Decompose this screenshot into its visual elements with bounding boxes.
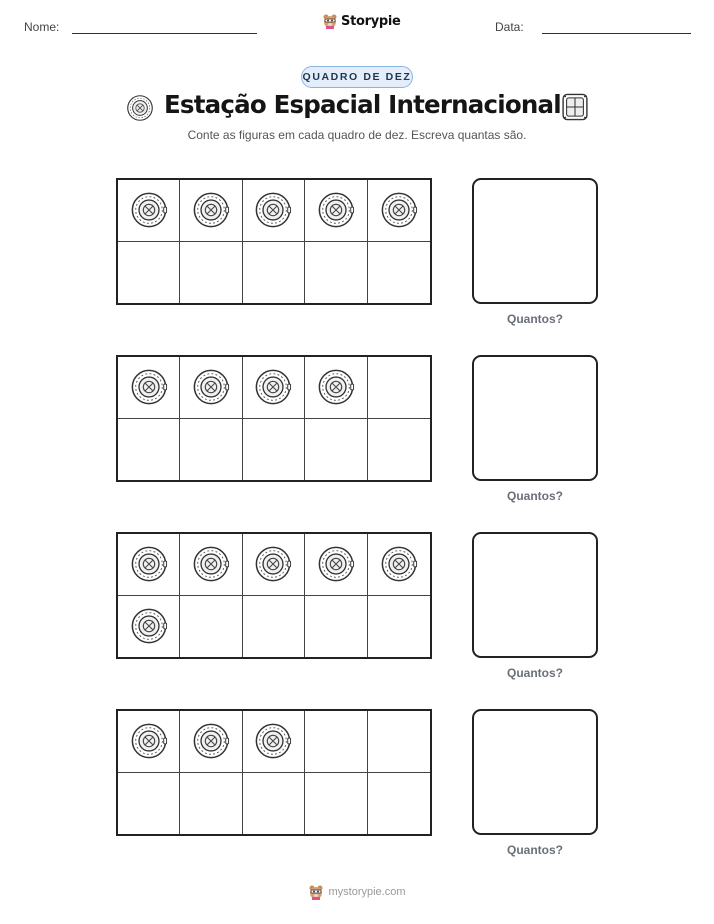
name-label: Nome: bbox=[24, 20, 60, 34]
ten-frame-cell bbox=[243, 180, 305, 242]
answer-box-1[interactable] bbox=[472, 178, 598, 304]
ten-frame-cell bbox=[368, 534, 430, 596]
porthole-icon bbox=[192, 368, 230, 406]
ten-frame-cell bbox=[180, 419, 242, 481]
porthole-icon bbox=[380, 545, 418, 583]
porthole-icon bbox=[130, 545, 168, 583]
answer-label-2: Quantos? bbox=[507, 489, 563, 503]
bear-logo-icon bbox=[322, 13, 338, 29]
ten-frame-cell bbox=[118, 419, 180, 481]
answer-label-4: Quantos? bbox=[507, 843, 563, 857]
ten-frame-cell bbox=[118, 180, 180, 242]
date-label: Data: bbox=[495, 20, 524, 34]
ten-frame-cell bbox=[368, 242, 430, 304]
ten-frame-cell bbox=[180, 180, 242, 242]
ten-frame-cell bbox=[118, 534, 180, 596]
page-title: Estação Espacial Internacional bbox=[164, 90, 561, 119]
ten-frame-cell bbox=[180, 534, 242, 596]
ten-frame-cell bbox=[243, 534, 305, 596]
instructions: Conte as figuras em cada quadro de dez. Escreva quantas são. bbox=[187, 128, 527, 142]
ten-frame-cell bbox=[305, 242, 367, 304]
brand-logo bbox=[322, 13, 401, 29]
porthole-icon bbox=[254, 191, 292, 229]
porthole-icon bbox=[130, 722, 168, 760]
porthole-icon bbox=[254, 368, 292, 406]
ten-frame-cell bbox=[243, 773, 305, 835]
ten-frame-cell bbox=[368, 773, 430, 835]
ten-frame-cell bbox=[305, 596, 367, 658]
ten-frame-cell bbox=[118, 773, 180, 835]
ten-frame-2 bbox=[116, 355, 432, 482]
porthole-icon bbox=[130, 191, 168, 229]
porthole-icon bbox=[192, 545, 230, 583]
ten-frame-cell bbox=[368, 419, 430, 481]
ten-frame-cell bbox=[368, 180, 430, 242]
ten-frame-cell bbox=[180, 242, 242, 304]
worksheet-type-badge: QUADRO DE DEZ bbox=[301, 66, 413, 88]
ten-frame-cell bbox=[180, 711, 242, 773]
name-line[interactable] bbox=[72, 33, 257, 34]
porthole-icon bbox=[192, 722, 230, 760]
ten-frame-1 bbox=[116, 178, 432, 305]
ten-frame-cell bbox=[180, 596, 242, 658]
answer-label-1: Quantos? bbox=[507, 312, 563, 326]
ten-frame-cell bbox=[180, 357, 242, 419]
ten-frame-cell bbox=[305, 357, 367, 419]
footer bbox=[0, 884, 714, 900]
ten-frame-cell bbox=[243, 419, 305, 481]
answer-box-2[interactable] bbox=[472, 355, 598, 481]
footer-url: mystorypie.com bbox=[328, 886, 406, 898]
porthole-icon bbox=[130, 607, 168, 645]
ten-frame-cell bbox=[118, 357, 180, 419]
ten-frame-cell bbox=[305, 711, 367, 773]
ten-frame-4 bbox=[116, 709, 432, 836]
ten-frame-cell bbox=[243, 357, 305, 419]
porthole-icon bbox=[254, 545, 292, 583]
ten-frame-3 bbox=[116, 532, 432, 659]
porthole-icon bbox=[130, 368, 168, 406]
brand-name: Storypie bbox=[341, 13, 401, 29]
porthole-icon bbox=[317, 545, 355, 583]
ten-frame-cell bbox=[368, 357, 430, 419]
ten-frame-cell bbox=[305, 773, 367, 835]
ten-frame-cell bbox=[305, 534, 367, 596]
porthole-icon bbox=[192, 191, 230, 229]
ten-frame-cell bbox=[180, 773, 242, 835]
ten-frame-cell bbox=[118, 711, 180, 773]
ten-frame-cell bbox=[243, 711, 305, 773]
ten-frame-cell bbox=[368, 711, 430, 773]
window-hatch-icon bbox=[561, 92, 589, 122]
answer-box-3[interactable] bbox=[472, 532, 598, 658]
bear-logo-icon bbox=[308, 884, 324, 900]
ten-frame-cell bbox=[243, 596, 305, 658]
ten-frame-cell bbox=[305, 180, 367, 242]
porthole-icon bbox=[380, 191, 418, 229]
porthole-icon bbox=[254, 722, 292, 760]
answer-label-3: Quantos? bbox=[507, 666, 563, 680]
porthole-icon bbox=[317, 191, 355, 229]
ten-frame-cell bbox=[243, 242, 305, 304]
porthole-icon bbox=[317, 368, 355, 406]
answer-box-4[interactable] bbox=[472, 709, 598, 835]
ten-frame-cell bbox=[368, 596, 430, 658]
date-line[interactable] bbox=[542, 33, 691, 34]
ten-frame-cell bbox=[305, 419, 367, 481]
ten-frame-cell bbox=[118, 242, 180, 304]
ten-frame-cell bbox=[118, 596, 180, 658]
porthole-icon bbox=[126, 94, 154, 122]
